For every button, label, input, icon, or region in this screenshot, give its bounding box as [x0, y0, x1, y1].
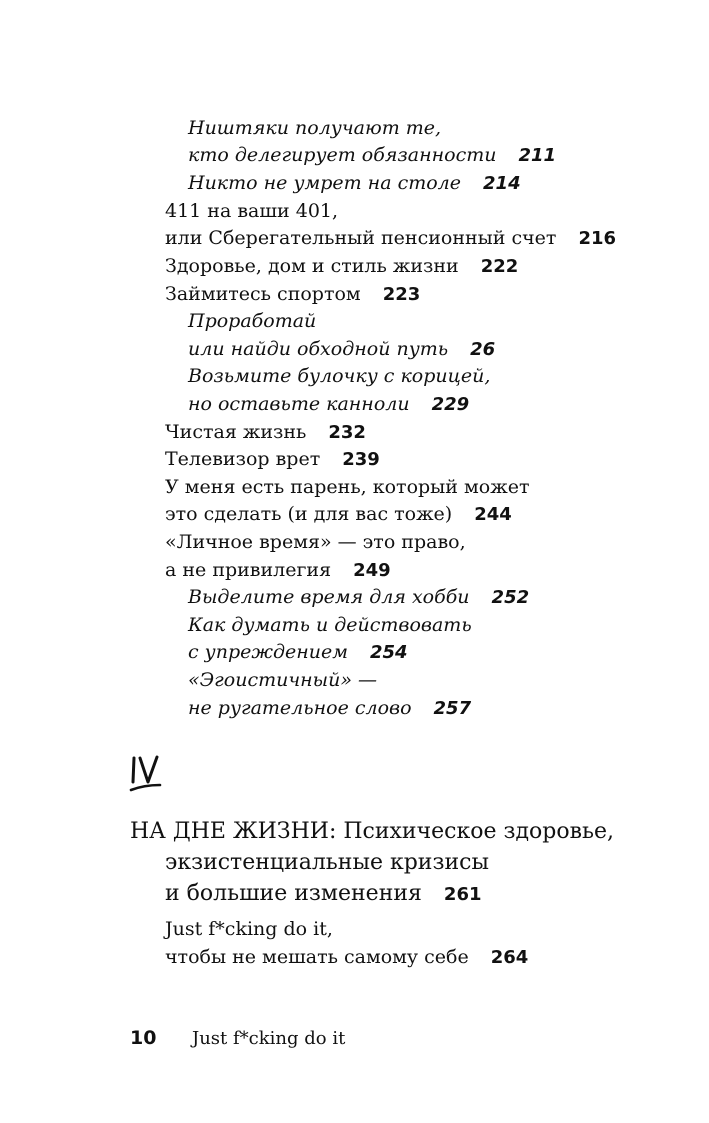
- page-number: 10: [130, 1027, 157, 1049]
- toc-entry-title: а не привилегия: [165, 559, 332, 581]
- toc-entry-line: Как думать и действовать: [188, 614, 472, 636]
- toc-page-number: 261: [443, 884, 482, 905]
- toc-page-number: 257: [433, 698, 472, 719]
- toc-page-number: 223: [382, 284, 421, 305]
- toc-page-number: 249: [353, 560, 391, 581]
- toc-entry-title: Никто не умрет на столе: [188, 172, 462, 194]
- part-title-line: НА ДНЕ ЖИЗНИ: Психическое здоровье,: [130, 819, 614, 844]
- toc-entry-line: [165, 226, 616, 251]
- toc-entry-line: [188, 640, 408, 665]
- part-title: и большие изменения: [165, 881, 422, 906]
- toc-entry-line: Проработай: [188, 310, 317, 332]
- toc-page-number: 211: [518, 145, 557, 166]
- toc-entry-line: [165, 420, 366, 445]
- toc-entry-line: [188, 392, 469, 417]
- toc-entry-line: [188, 143, 556, 168]
- toc-entry-line: [188, 171, 521, 196]
- running-title: Just f*cking do it: [192, 1028, 346, 1049]
- toc-page-number: 244: [474, 504, 512, 525]
- toc-page-number: 239: [342, 449, 380, 470]
- toc-entry-line: 411 на ваши 401,: [165, 200, 339, 222]
- toc-entry-line: [165, 502, 512, 527]
- toc-entry-title: Телевизор врет: [165, 448, 321, 470]
- toc-entry-line: [165, 558, 391, 583]
- toc-entry-line: [188, 696, 471, 721]
- toc-entry-title: или Сберегательный пенсионный счет: [165, 227, 557, 249]
- toc-entry-title: кто делегирует обязанности: [188, 144, 497, 166]
- toc-entry-line: «Эгоистичный» —: [188, 669, 378, 691]
- toc-page-number: 216: [578, 228, 617, 249]
- toc-page-number: 252: [491, 587, 530, 608]
- part-numeral-handwritten: [128, 752, 168, 796]
- toc-entry-line: [188, 337, 495, 362]
- toc-entry-line: «Личное время» — это право,: [165, 531, 466, 553]
- toc-entry-title: с упреждением: [188, 641, 348, 663]
- toc-entry-title: Чистая жизнь: [165, 421, 307, 443]
- toc-entry-line: [165, 447, 380, 472]
- toc-entry-title: Здоровье, дом и стиль жизни: [165, 255, 459, 277]
- part-title-line: [165, 879, 482, 910]
- toc-entry-line: У меня есть парень, который может: [165, 476, 530, 498]
- toc-page-number: 232: [328, 422, 366, 443]
- toc-entry-title: не ругательное слово: [188, 697, 412, 719]
- toc-page-number: 26: [470, 339, 496, 360]
- toc-entry-line: Возьмите булочку с корицей,: [188, 365, 491, 387]
- toc-entry-line: [165, 254, 518, 279]
- toc-entry-line: [165, 282, 420, 307]
- toc-entry-title: чтобы не мешать самому себе: [165, 946, 469, 968]
- toc-entry-title: но оставьте канноли: [188, 393, 410, 415]
- toc-entry-title: Займитесь спортом: [165, 283, 361, 305]
- toc-entry-line: [188, 585, 529, 610]
- toc-page-number: 229: [431, 394, 470, 415]
- toc-page-number: 222: [480, 256, 519, 277]
- toc-page-number: 214: [483, 173, 521, 194]
- toc-entry-title: Выделите время для хобби: [188, 586, 470, 608]
- toc-entry-title: это сделать (и для вас тоже): [165, 503, 453, 525]
- toc-entry-title: или найди обходной путь: [188, 338, 449, 360]
- toc-entry-line: Just f*cking do it,: [165, 918, 333, 940]
- toc-entry-line: Ништяки получают те,: [188, 117, 442, 139]
- toc-page-number: 264: [490, 947, 529, 968]
- toc-entry-line: [165, 945, 528, 970]
- part-numeral: [128, 752, 168, 800]
- part-title-line: экзистенциальные кризисы: [165, 850, 489, 875]
- toc-page-number: 254: [369, 642, 408, 663]
